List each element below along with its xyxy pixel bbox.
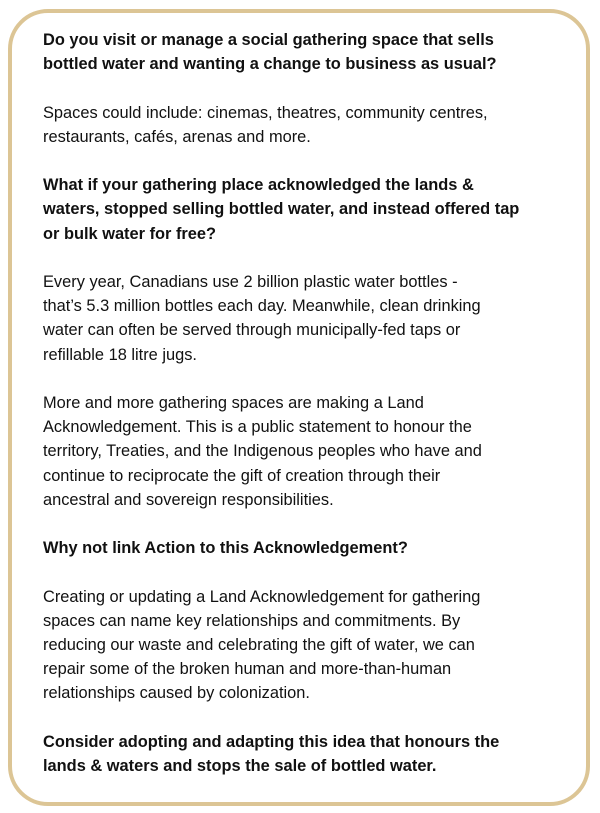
call-to-action: Consider adopting and adapting this idea that honours the lands & waters and stops the sale of bottled water. xyxy=(43,732,500,775)
question-link-action: Why not link Action to this Acknowledgement? xyxy=(43,539,408,558)
question-acknowledge-lands: What if your gathering place acknowledged the lands & waters, stopped selling bottled water, and instead offered tap or bulk water for free? xyxy=(43,176,520,243)
document-body xyxy=(43,28,588,778)
spaces-examples: Spaces could include: cinemas, theatres, community centres, restaurants, cafés, arenas and more. xyxy=(43,103,488,146)
creating-acknowledgement: Creating or updating a Land Acknowledgement for gathering spaces can name key relationships and commitments. By reducing our waste and celebrating the gift of water, we can repair some of the broken human and more-than-human relationships caused by colonization. xyxy=(43,587,481,703)
land-acknowledgement-explanation: More and more gathering spaces are making a Land Acknowledgement. This is a public statement to honour the territory, Treaties, and the Indigenous peoples who have and continue to reciprocate the gift of creation through their ancestral and sovereign responsibilities. xyxy=(43,393,482,509)
bottle-statistics: Every year, Canadians use 2 billion plastic water bottles - that’s 5.3 million bottles each day. Meanwhile, clean drinking water can often be served through municipally-fed taps or refillable 18 litre jugs. xyxy=(43,272,481,364)
question-bottled-water: Do you visit or manage a social gathering space that sells bottled water and wanting a change to business as usual? xyxy=(43,31,497,74)
